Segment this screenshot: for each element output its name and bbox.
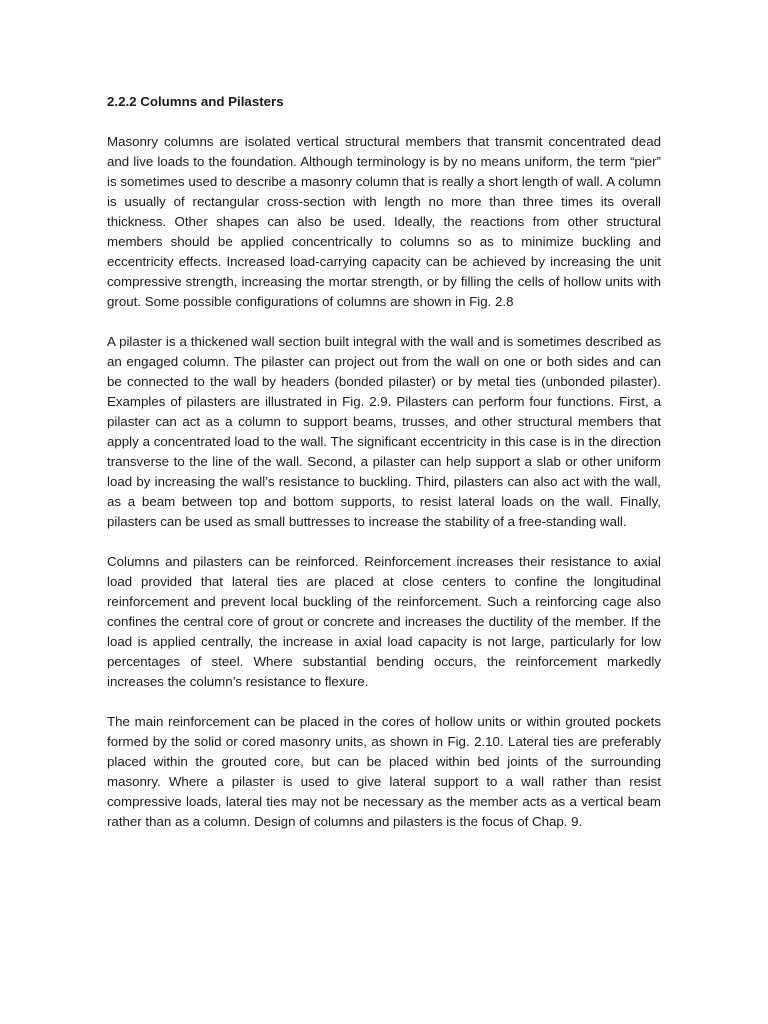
document-page — [107, 92, 661, 852]
paragraph-pilasters: A pilaster is a thickened wall section built integral with the wall and is sometimes described as an engaged column. The pilaster can project out from the wall on one or both sides and can be connected to the wall by headers (bonded pilaster) or by metal ties (unbonded pilaster). Examples of pilasters are illustrated in Fig. 2.9. Pilasters can perform four functions. First, a pilaster can act as a column to support beams, trusses, and other structural members that apply a concentrated load to the wall. The significant eccentricity in this case is in the direction transverse to the line of the wall. Second, a pilaster can help support a slab or other uniform load by increasing the wall’s resistance to buckling. Third, pilasters can also act with the wall, as a beam between top and bottom supports, to resist lateral loads on the wall. Finally, pilasters can be used as small buttresses to increase the stability of a free-standing wall. — [107, 334, 661, 529]
paragraph-main-reinforcement: The main reinforcement can be placed in the cores of hollow units or within grouted pockets formed by the solid or cored masonry units, as shown in Fig. 2.10. Lateral ties are preferably placed within the grouted core, but can be placed within bed joints of the surrounding masonry. Where a pilaster is used to give lateral support to a wall rather than resist compressive loads, lateral ties may not be necessary as the member acts as a vertical beam rather than as a column. Design of columns and pilasters is the focus of Chap. 9. — [107, 714, 661, 829]
section-heading: 2.2.2 Columns and Pilasters — [107, 94, 284, 109]
paragraph-reinforcement: Columns and pilasters can be reinforced. Reinforcement increases their resistance to axial load provided that lateral ties are placed at close centers to confine the longitudinal reinforcement and prevent local buckling of the reinforcement. Such a reinforcing cage also confines the central core of grout or concrete and increases the ductility of the member. If the load is applied centrally, the increase in axial load capacity is not large, particularly for low percentages of steel. Where substantial bending occurs, the reinforcement markedly increases the column’s resistance to flexure. — [107, 554, 661, 689]
paragraph-columns: Masonry columns are isolated vertical structural members that transmit concentrated dead and live loads to the foundation. Although terminology is by no means uniform, the term “pier” is sometimes used to describe a masonry column that is really a short length of wall. A column is usually of rectangular cross-section with length no more than three times its overall thickness. Other shapes can also be used. Ideally, the reactions from other structural members should be applied concentrically to columns so as to minimize buckling and eccentricity effects. Increased load-carrying capacity can be achieved by increasing the unit compressive strength, increasing the mortar strength, or by filling the cells of hollow units with grout. Some possible configurations of columns are shown in Fig. 2.8 — [107, 134, 661, 309]
